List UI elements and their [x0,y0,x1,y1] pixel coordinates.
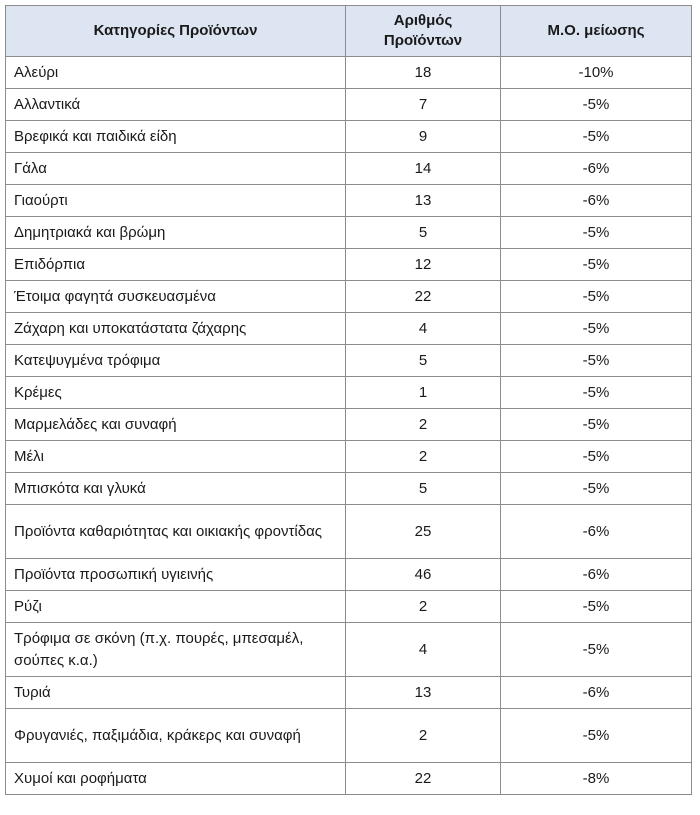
product-categories-table [5,5,692,795]
cell-count: 14 [346,153,501,185]
cell-count: 9 [346,121,501,153]
table-row [6,217,692,249]
table-row [6,185,692,217]
table-row [6,281,692,313]
cell-count: 13 [346,185,501,217]
header-reduction: Μ.Ο. μείωσης [501,6,692,57]
table-row [6,709,692,763]
cell-count: 18 [346,57,501,89]
header-count [346,6,501,57]
cell-category: Γάλα [6,153,346,185]
cell-reduction: -6% [501,559,692,591]
table-row [6,763,692,795]
cell-reduction: -8% [501,763,692,795]
cell-count: 7 [346,89,501,121]
cell-reduction: -6% [501,185,692,217]
cell-category: Μέλι [6,441,346,473]
cell-category: Αλεύρι [6,57,346,89]
table-row [6,441,692,473]
cell-reduction: -6% [501,677,692,709]
cell-reduction: -5% [501,709,692,763]
cell-category: Ρύζι [6,591,346,623]
table-row [6,505,692,559]
table-row [6,313,692,345]
cell-category: Κρέμες [6,377,346,409]
cell-reduction: -5% [501,473,692,505]
cell-reduction: -5% [501,89,692,121]
table-row [6,57,692,89]
header-category: Κατηγορίες Προϊόντων [6,6,346,57]
cell-count: 46 [346,559,501,591]
table-row [6,345,692,377]
cell-reduction: -5% [501,345,692,377]
cell-count: 2 [346,709,501,763]
cell-category: Προϊόντα καθαριότητας και οικιακής φροντίδας [6,505,346,559]
cell-category: Τυριά [6,677,346,709]
cell-category: Δημητριακά και βρώμη [6,217,346,249]
cell-reduction: -5% [501,217,692,249]
table-row [6,559,692,591]
table-row [6,89,692,121]
table-row [6,377,692,409]
cell-count: 5 [346,473,501,505]
cell-category: Ζάχαρη και υποκατάστατα ζάχαρης [6,313,346,345]
cell-reduction: -5% [501,249,692,281]
cell-category: Κατεψυγμένα τρόφιμα [6,345,346,377]
cell-category: Τρόφιμα σε σκόνη (π.χ. πουρές, μπεσαμέλ, σούπες κ.α.) [6,623,346,677]
cell-reduction: -5% [501,591,692,623]
cell-count: 25 [346,505,501,559]
table-row [6,623,692,677]
cell-reduction: -6% [501,153,692,185]
cell-count: 5 [346,217,501,249]
cell-reduction: -5% [501,377,692,409]
table-row [6,677,692,709]
cell-reduction: -5% [501,313,692,345]
table-row [6,473,692,505]
table-header [6,6,692,57]
table-row [6,153,692,185]
cell-category: Έτοιμα φαγητά συσκευασμένα [6,281,346,313]
cell-category: Μαρμελάδες και συναφή [6,409,346,441]
cell-count: 2 [346,591,501,623]
table-row [6,409,692,441]
header-row [6,6,692,57]
cell-count: 1 [346,377,501,409]
cell-reduction: -5% [501,281,692,313]
header-count-line1: Αριθμός [393,12,453,29]
table-row [6,249,692,281]
cell-category: Μπισκότα και γλυκά [6,473,346,505]
cell-count: 2 [346,441,501,473]
cell-count: 4 [346,313,501,345]
cell-count: 12 [346,249,501,281]
cell-count: 5 [346,345,501,377]
cell-category: Βρεφικά και παιδικά είδη [6,121,346,153]
cell-reduction: -5% [501,121,692,153]
cell-count: 13 [346,677,501,709]
cell-reduction: -6% [501,505,692,559]
cell-count: 22 [346,281,501,313]
cell-count: 22 [346,763,501,795]
cell-category: Προϊόντα προσωπική υγιεινής [6,559,346,591]
cell-count: 4 [346,623,501,677]
cell-reduction: -10% [501,57,692,89]
cell-category: Αλλαντικά [6,89,346,121]
cell-category: Φρυγανιές, παξιμάδια, κράκερς και συναφή [6,709,346,763]
table-row [6,591,692,623]
cell-reduction: -5% [501,623,692,677]
cell-reduction: -5% [501,409,692,441]
cell-category: Επιδόρπια [6,249,346,281]
cell-category: Γιαούρτι [6,185,346,217]
cell-category: Χυμοί και ροφήματα [6,763,346,795]
table-body [6,57,692,795]
cell-count: 2 [346,409,501,441]
table-row [6,121,692,153]
header-count-line2: Προϊόντων [383,32,463,49]
cell-reduction: -5% [501,441,692,473]
